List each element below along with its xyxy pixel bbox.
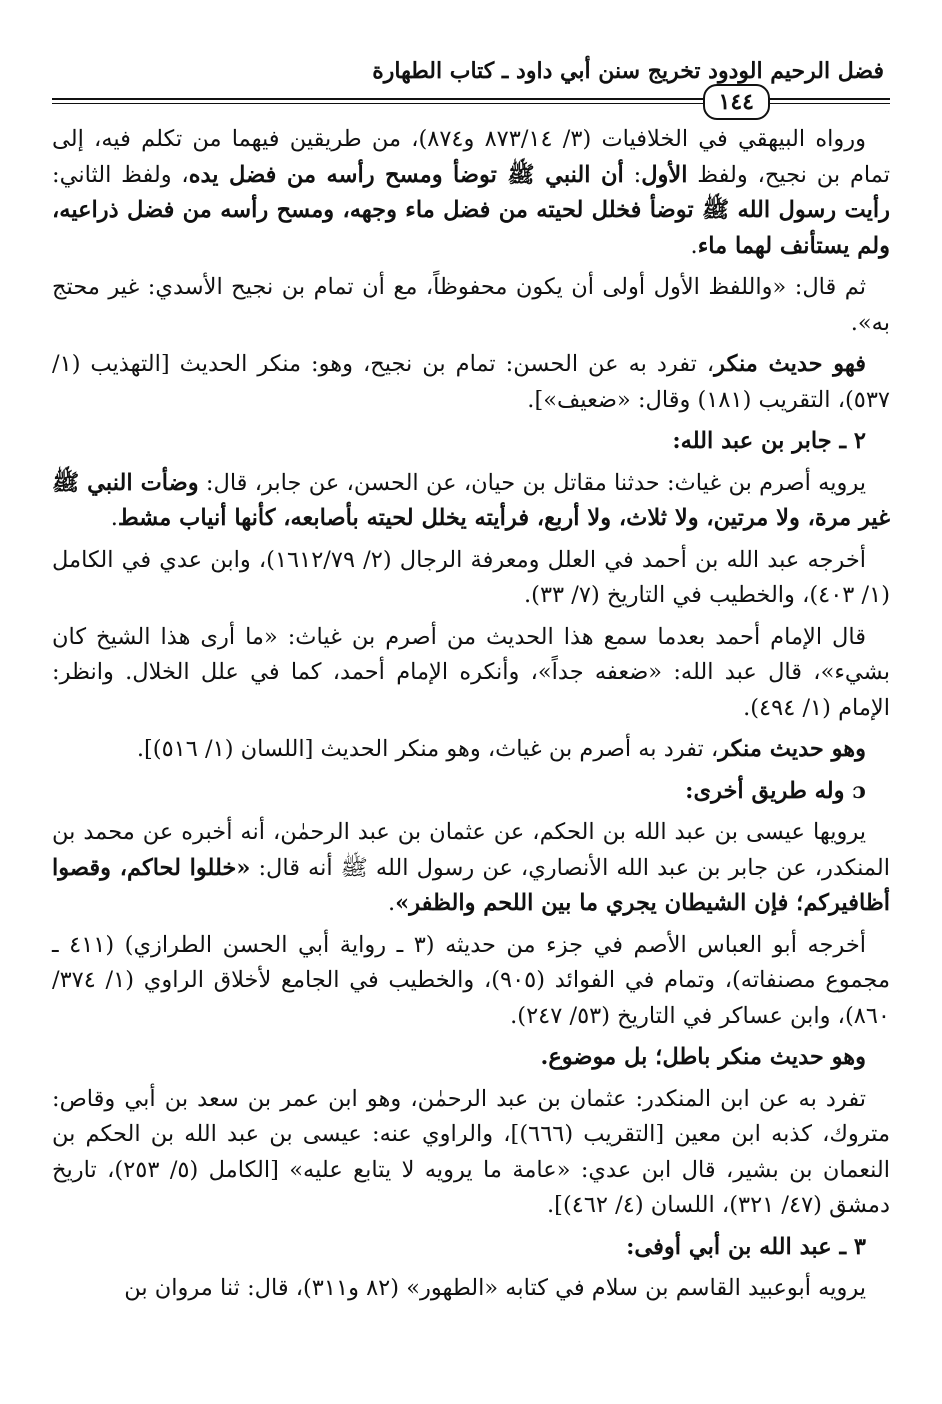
paragraph [52,466,890,537]
bold-text-run: «خللوا لحاكم، وقصوا أظافيركم؛ فإن الشيطان يجري ما بين اللحم والظفر» [52,854,890,916]
paragraph [52,543,890,614]
paragraph [52,1082,890,1224]
bold-text-run: وضأت النبي ﷺ غير مرة، ولا مرتين، ولا ثلاث، ولا أربع، فرأيته يخلل لحيته بأصابعه، كأنها أنياب مشط [52,469,890,531]
page-body [52,122,890,1307]
text-run: قال الإمام أحمد بعدما سمع هذا الحديث من أصرم بن غياث: «ما أرى هذا الشيخ كان بشيء»، قال عبد الله: «ضعفه جداً»، وأنكره الإمام أحمد، كما في علل الخلال. وانظر: الإمام (١/ ٤٩٤). [52,623,890,721]
paragraph [52,732,890,768]
text-run: . [110,505,118,531]
text-run: . [690,232,698,259]
text-run: ɔ وله طريق أخرى: [685,777,866,804]
running-header [52,48,890,88]
text-run: ثم قال: «واللفظ الأول أولى أن يكون محفوظاً، مع أن تمام بن نجيح الأسدي: غير محتج به». [52,274,890,336]
paragraph [52,620,890,727]
text-run: : [623,161,642,188]
text-run: ٢ ـ جابر بن عبد الله: [672,428,866,454]
section-heading [52,1230,890,1266]
section-heading [52,774,890,810]
text-run: أخرجه عبد الله بن أحمد في العلل ومعرفة الرجال (٢/ ١٦١٢/٧٩)، وابن عدي في الكامل (١/ ٤٠٣)، والخطيب في التاريخ (٧/ ٣٣). [52,546,890,608]
section-heading [52,1040,890,1076]
text-run: . [388,890,396,916]
text-run: تفرد به عن ابن المنكدر: عثمان بن عبد الرحمٰن، وهو ابن عمر بن سعد بن أبي وقاص: متروك، كذبه ابن معين [التقريب (٦٦٦)]، والراوي عنه: عيسى بن عبد الله بن الحكم بن النعمان بن بشير، قال ابن عدي: «عامة ما يرويه لا يتابع عليه» [الكامل (٥/ ٢٥٣)، تاريخ دمشق (٤٧/ ٣٢١)، اللسان (٤/ ٤٦٢)]. [52,1085,891,1218]
text-run: يرويه أبوعبيد القاسم بن سلام في كتابه «الطهور» (٨٢ و٣١١)، قال: ثنا مروان بن [124,1275,866,1301]
paragraph [52,928,890,1035]
page-number: ١٤٤ [703,84,770,120]
text-run: ، ولفظ الثاني: [52,161,189,188]
bold-text-run: أن النبي ﷺ توضأ ومسح رأسه من فضل يده [188,161,624,188]
bold-text-run: وهو حديث منكر [718,736,866,762]
text-run: ورواه البيهقي في الخلافيات (٣/ ٨٧٣/١٤ و٨٧٤)، من طريقين فيهما من تكلم فيه، إلى تمام بن نجيح، ولفظ [52,126,890,188]
bold-text-run: رأيت رسول الله ﷺ توضأ فخلل لحيته من فضل ماء وجهه، ومسح رأسه من فضل ذراعيه، ولم يستأنف لهما ماء [52,197,890,259]
header-rule [52,89,890,122]
paragraph [52,815,890,922]
bold-text-run: الأول [641,161,688,188]
text-run: ٣ ـ عبد الله بن أبي أوفى: [626,1233,866,1260]
bold-text-run: فهو حديث منكر [714,351,866,377]
text-run: وهو حديث منكر باطل؛ بل موضوع. [540,1044,866,1070]
section-heading [52,424,890,460]
text-run: ، تفرد به أصرم بن غياث، وهو منكر الحديث [اللسان (١/ ٥١٦)]. [136,736,719,762]
text-run: أخرجه أبو العباس الأصم في جزء من حديثه (٣ ـ رواية أبي الحسن الطرازي) (٤١١ ـ مجموع مصنفاته)، وتمام في الفوائد (٩٠٥)، والخطيب في الجامع لأخلاق الراوي (١/ ٣٧٤/ ٨٦٠)، وابن عساكر في التاريخ (٥٣/ ٢٤٧). [52,931,891,1029]
paragraph [52,347,890,418]
paragraph [52,270,890,341]
text-run: يرويها عيسى بن عبد الله بن الحكم، عن عثمان بن عبد الرحمٰن، أنه أخبره عن محمد بن المنكدر، عن جابر بن عبد الله الأنصاري، عن رسول الله ﷺ أنه قال: [52,819,890,881]
text-run: يرويه أصرم بن غياث: حدثنا مقاتل بن حيان، عن الحسن، عن جابر، قال: [198,469,866,496]
paragraph [52,122,890,264]
text-run: ، تفرد به عن الحسن: تمام بن نجيح، وهو: منكر الحديث [التهذيب (١/ ٥٣٧)، التقريب (١٨١) وقال: «ضعيف»]. [52,351,890,413]
paragraph [52,1271,890,1307]
header-title: فضل الرحيم الودود تخريج سنن أبي داود ـ كتاب الطهارة [372,58,884,84]
